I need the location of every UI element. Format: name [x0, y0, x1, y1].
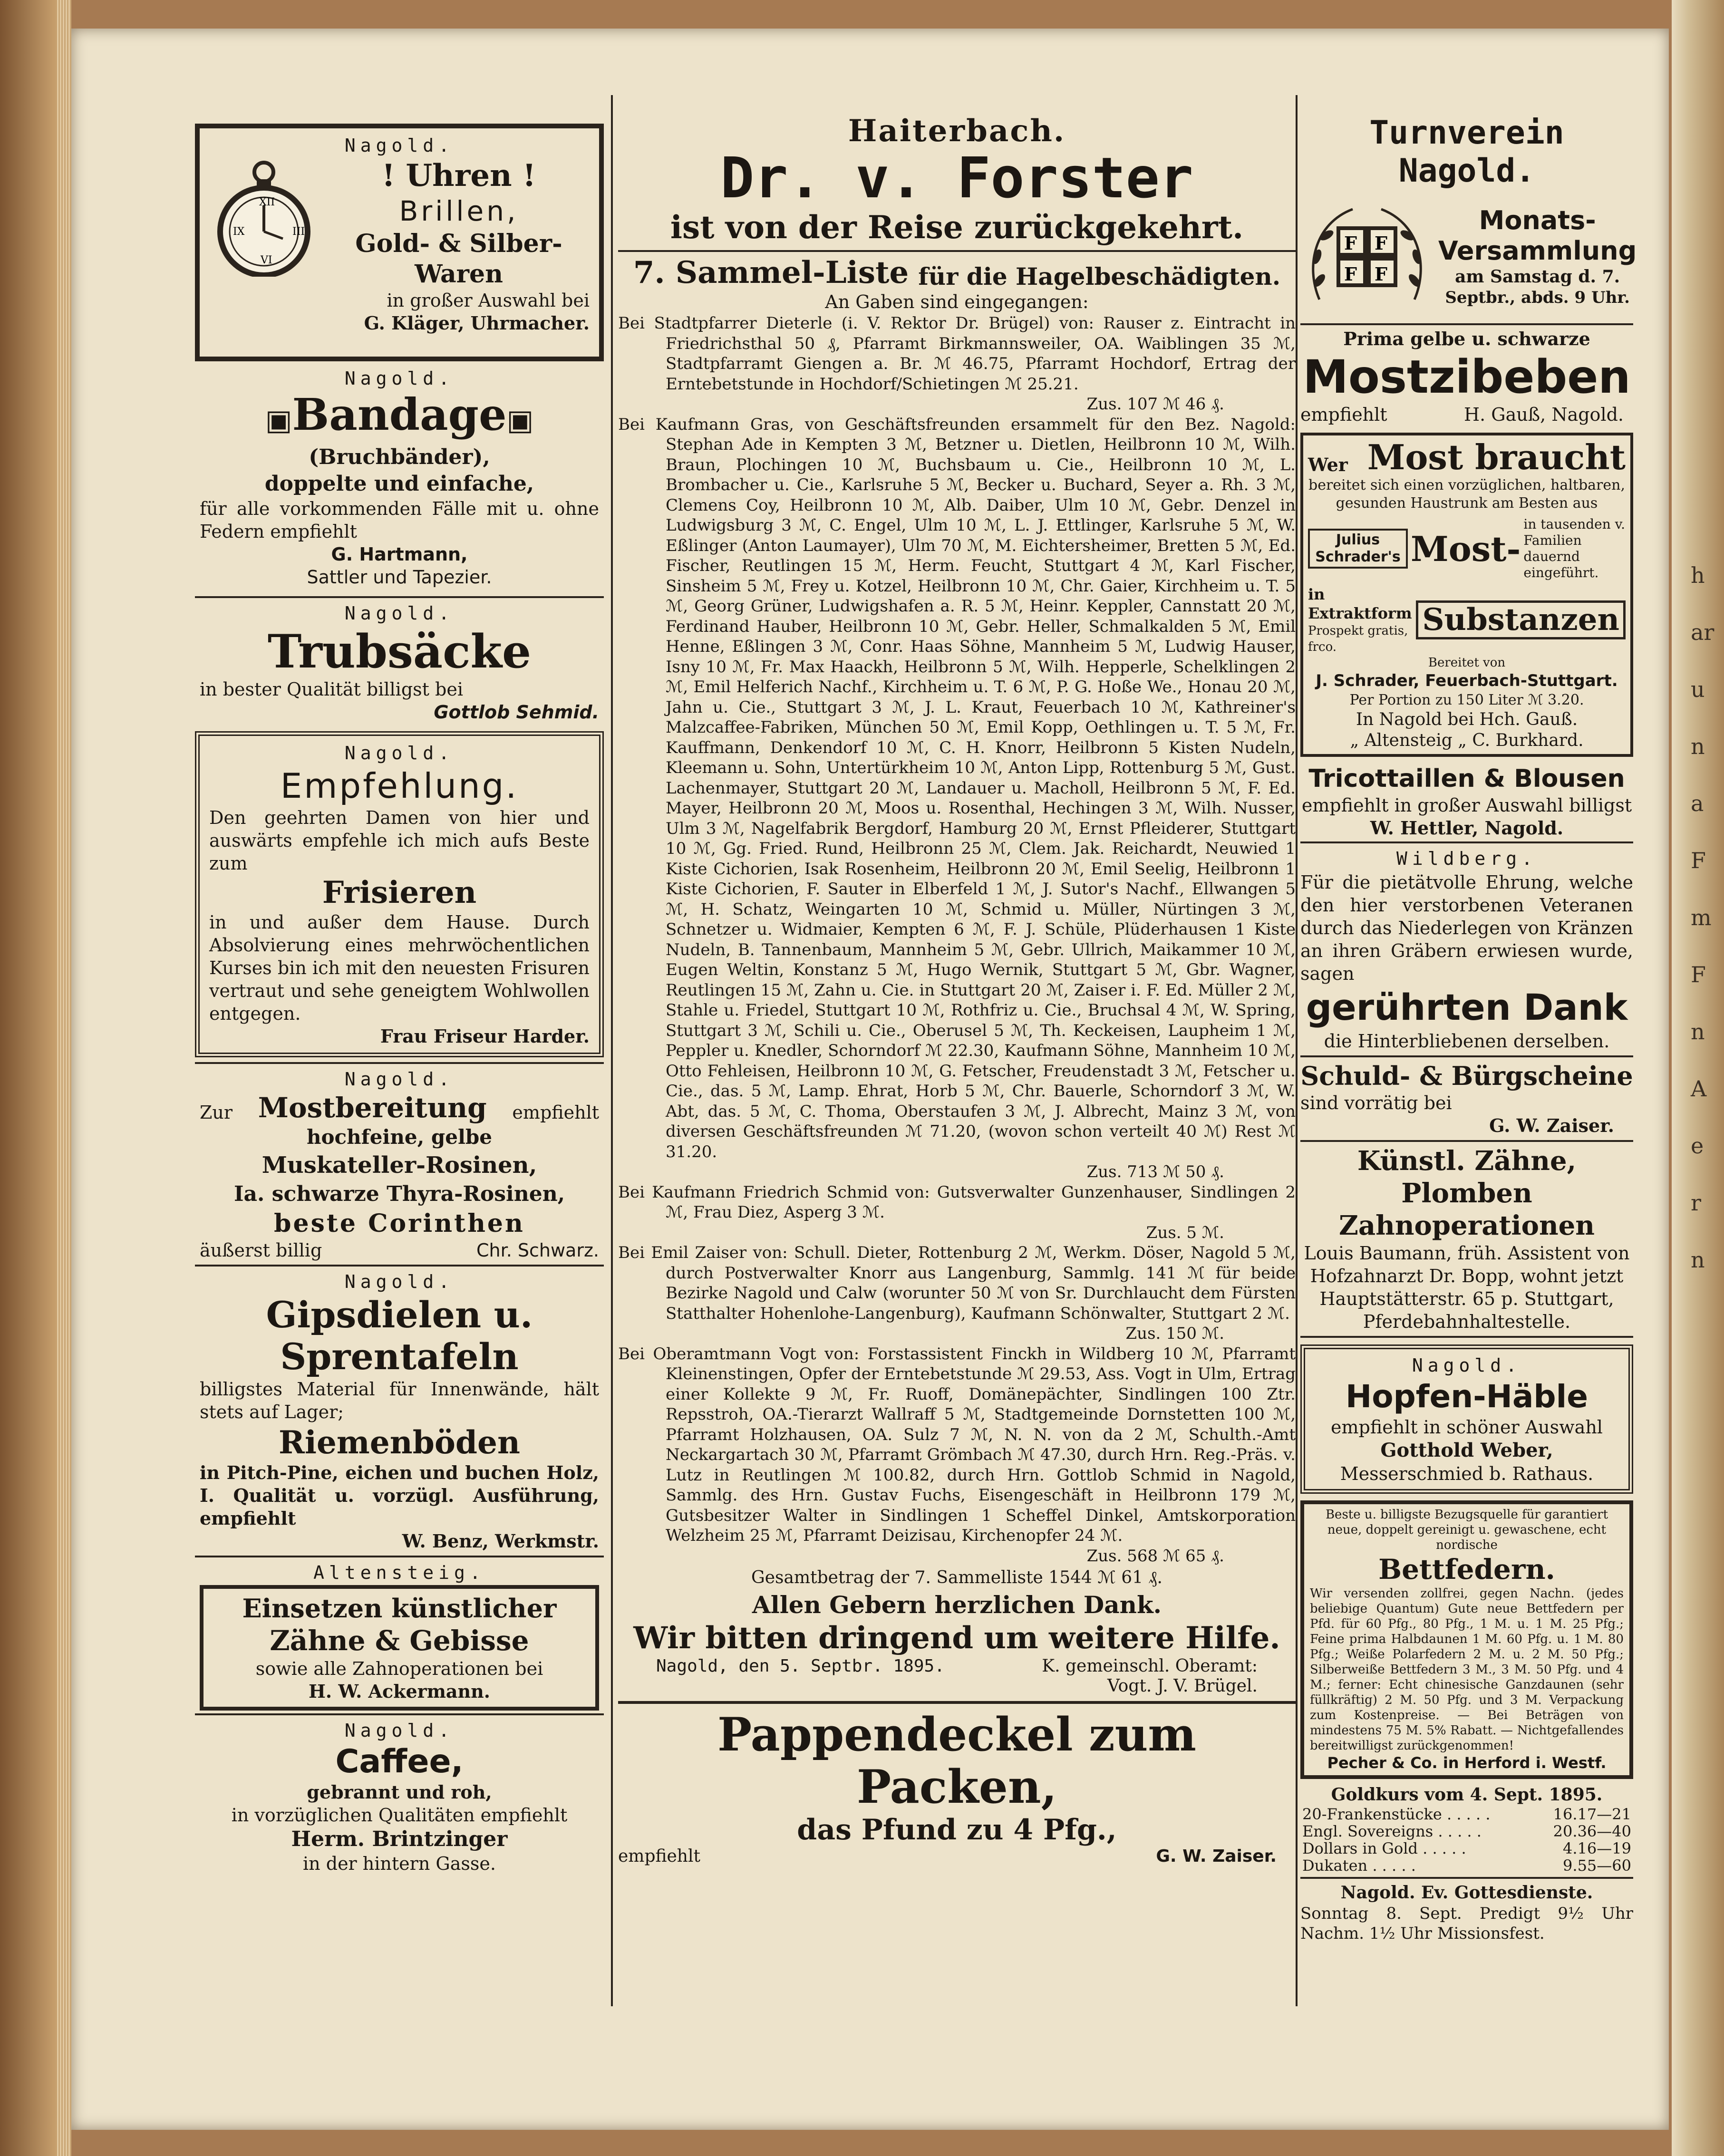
list-intro: An Gaben sind eingegangen:	[825, 291, 1089, 312]
ad-title: Gipsdielen u.	[266, 1294, 533, 1336]
ad-title: Tricottaillen & Blousen	[1308, 764, 1625, 793]
facing-page-letter: n	[1691, 734, 1705, 759]
ad-sub: gebrannt und roh,	[307, 1781, 492, 1803]
ad-trade: Sattler und Tapezier.	[307, 567, 492, 588]
ad-hopfen	[1300, 1344, 1633, 1494]
goldkurs-label: Dukaten . . . . .	[1302, 1856, 1416, 1875]
ad-sub: doppelte und einfache,	[264, 472, 534, 496]
gottesdienst-text: Sonntag 8. Sept. Predigt 9½ Uhr Nachm. 1½ Uhr Missionsfest.	[1300, 1904, 1633, 1943]
doctor-returned: ist von der Reise zurückgekehrt.	[670, 209, 1244, 246]
column-rule-right	[1296, 95, 1298, 2006]
ad-location: Wildberg.	[1396, 848, 1537, 869]
ad-title: ▣Bandage▣	[265, 389, 534, 440]
ad-line: am Samstag d. 7.	[1455, 267, 1620, 287]
facing-page-letter: n	[1691, 1247, 1705, 1273]
ad-text: sowie alle Zahnoperationen bei	[255, 1658, 543, 1679]
list-entry: Bei Emil Zaiser von: Schull. Dieter, Rottenburg 2 ℳ, Werkm. Döser, Nagold 5 ℳ, durch Postverwalter Knorr aus Langenburg, Sammlg. 141 ℳ für beide Bezirke Nagold und Calw (worunter 50 ℳ von Sr. Durchlaucht dem Fürsten Statthalter Hohenlohe-Langenburg), Kaufmann Schönwalter, Stuttgart 2 ℳ.	[618, 1243, 1296, 1323]
ad-addr: Messerschmied b. Rathaus.	[1340, 1463, 1594, 1484]
ad-location: Nagold.	[344, 1271, 455, 1292]
date: Nagold, den 5. Septbr. 1895.	[656, 1656, 945, 1676]
facing-page-letter: r	[1691, 1190, 1701, 1216]
ad-text: sind vorrätig bei	[1300, 1093, 1452, 1113]
ad-location: Altensteig.	[313, 1562, 485, 1583]
ad-line: Versammlung	[1438, 236, 1637, 266]
ad-location: Nagold.	[344, 1720, 455, 1741]
ad-extract: in Extraktform	[1308, 585, 1412, 622]
ad-title: Riemenböden	[278, 1424, 521, 1461]
ad-text: in Pitch-Pine, eichen und buchen Holz, I. Qualität u. vorzügl. Ausführung, empfiehlt	[200, 1462, 599, 1529]
ad-name: Herm. Brintzinger	[291, 1827, 508, 1851]
ad-title-row	[1308, 438, 1626, 476]
ad-line: Gold- & Silber-	[355, 229, 562, 258]
ad-bettfedern	[1300, 1500, 1633, 1779]
left-column	[195, 124, 604, 1878]
ad-title-row	[200, 1092, 599, 1124]
goldkurs	[1300, 1784, 1633, 1874]
pocket-watch-icon	[209, 158, 319, 277]
ad-line: Muskateller-Rosinen,	[262, 1152, 537, 1179]
ad-name: Pecher & Co. in Herford i. Westf.	[1327, 1754, 1607, 1772]
ad-turnverein	[1300, 114, 1637, 323]
ad-most-label: Most-	[1411, 528, 1521, 569]
ad-wildberg	[1300, 843, 1633, 1055]
ad-title: Bettfedern.	[1378, 1553, 1555, 1586]
turner-cross-emblem-icon	[1300, 190, 1433, 323]
svg-text:F: F	[1344, 263, 1357, 285]
gottesdienst-title: Nagold. Ev. Gottesdienste.	[1340, 1883, 1593, 1903]
ad-families: in tausenden v. Familien dauernd eingeführt.	[1523, 516, 1626, 580]
goldkurs-label: Engl. Sovereigns . . . . .	[1302, 1822, 1482, 1840]
list-entry: Bei Kaufmann Friedrich Schmid von: Gutsverwalter Gunzenhauser, Sindlingen 2 ℳ, Frau Diez, Asperg 3 ℳ.	[618, 1182, 1296, 1222]
list-entry-sum: Zus. 150 ℳ.	[1125, 1324, 1224, 1343]
ad-title: gerührten Dank	[1306, 986, 1628, 1028]
ad-pre: Beste u. billigste Bezugsquelle für garantiert neue, doppelt gereinigt u. gewaschene, echt nordische	[1325, 1508, 1608, 1552]
divider	[1300, 1877, 1633, 1879]
list-entry: Bei Stadtpfarrer Dieterle (i. V. Rektor Dr. Brügel) von: Rauser z. Eintracht in Friedrichsthal 50 ₰, Pfarramt Birkmannsweiler, OA. Waiblingen 35 ℳ, Stadtpfarramt Giengen a. Br. ℳ 46.75, Pfarramt Hochdorf, Ertrag der Erntebetstunde in Hochdorf/Schietingen ℳ 25.21.	[618, 314, 1296, 394]
bandage-title: Bandage	[292, 389, 507, 440]
ad-footer-row	[200, 1239, 599, 1262]
ad-title: Caffee,	[335, 1743, 464, 1780]
ad-title: Most braucht	[1367, 437, 1626, 477]
ad-title: Künstl. Zähne, Plomben	[1357, 1145, 1577, 1209]
ad-nagold: In Nagold bei Hch. Gauß.	[1356, 710, 1578, 729]
pappe-name: G. W. Zaiser.	[1156, 1847, 1277, 1866]
list-title-suffix: für die Hagelbeschädigten.	[918, 262, 1281, 290]
facing-page-letter: F	[1691, 962, 1706, 987]
signature-row	[618, 1656, 1296, 1676]
ad-location: Nagold.	[344, 135, 455, 156]
ad-line: beste Corinthen	[274, 1209, 525, 1238]
ad-title: ! Uhren !	[381, 158, 536, 193]
ad-line: hochfeine, gelbe	[306, 1125, 493, 1149]
ad-name: G. Hartmann,	[331, 544, 468, 565]
ad-text: Den geehrten Damen von hier und auswärts empfehle ich mich aufs Beste zum	[209, 807, 590, 874]
ad-text: bereitet sich einen vorzüglichen, haltbaren, gesunden Haustrunk am Besten aus	[1308, 477, 1626, 512]
right-column	[1300, 114, 1637, 1943]
signers: Vogt. J. V. Brügel.	[1107, 1676, 1258, 1696]
ad-name: H. W. Ackermann.	[308, 1681, 491, 1702]
ad-location: Nagold.	[1412, 1355, 1522, 1376]
ad-name: G. Kläger, Uhrmacher.	[364, 312, 590, 334]
ad-title: Frisieren	[322, 875, 477, 910]
ad-pre: Prima gelbe u. schwarze	[1343, 328, 1590, 349]
ad-sign: die Hinterbliebenen derselben.	[1324, 1031, 1610, 1052]
list-title: 7. Sammel-Liste	[633, 255, 909, 290]
ad-title: Trubsäcke	[267, 625, 532, 678]
ad-julius: Julius Schrader's	[1308, 529, 1408, 569]
ad-line: Zähne & Gebisse	[270, 1624, 529, 1657]
goldkurs-row	[1300, 1806, 1633, 1823]
goldkurs-value: 4.16—19	[1563, 1839, 1631, 1857]
ad-text: in vorzüglichen Qualitäten empfiehlt	[231, 1805, 568, 1826]
ad-empfehlung	[195, 731, 604, 1057]
ad-zahn	[1300, 1142, 1633, 1336]
ad-portion: Per Portion zu 150 Liter ℳ 3.20.	[1349, 692, 1584, 708]
pappe-title: Pappendeckel zum Packen,	[717, 1708, 1196, 1814]
facing-page-letter: e	[1691, 1133, 1704, 1159]
gottesdienst	[1300, 1882, 1633, 1943]
goldkurs-value: 9.55—60	[1563, 1856, 1631, 1875]
ad-title: Schuld- & Bürgscheine	[1300, 1061, 1633, 1091]
ad-bereitet: Bereitet von	[1428, 656, 1506, 670]
facing-page-letter: h	[1691, 562, 1705, 588]
list-total: Gesamtbetrag der 7. Sammelliste 1544 ℳ 61 ₰.	[751, 1568, 1162, 1587]
ad-text: in und außer dem Hause. Durch Absolvierung eines mehrwöchentlichen Kurses bin ich mit den neuesten Frisuren vertraut und sehe geneigtem Wohlwollen entgegen.	[209, 912, 590, 1024]
middle-column	[618, 114, 1296, 1866]
goldkurs-row	[1300, 1823, 1633, 1840]
ad-line: Ia. schwarze Thyra-Rosinen,	[233, 1182, 565, 1206]
ad-suffix: empfiehlt	[512, 1102, 599, 1123]
ad-footer	[1300, 403, 1633, 426]
list-entry-sum: Zus. 107 ℳ 46 ₰.	[1086, 395, 1224, 414]
ad-line: Einsetzen künstlicher	[242, 1593, 557, 1624]
ad-sub: (Bruchbänder),	[309, 445, 490, 469]
facing-page-letter: m	[1691, 905, 1712, 930]
column-rule-left	[611, 95, 613, 2006]
facing-page-letter: a	[1691, 791, 1704, 816]
ad-text: in großer Auswahl bei	[387, 290, 590, 311]
svg-text:III: III	[292, 226, 305, 238]
facing-page-letter: n	[1691, 1019, 1705, 1044]
thanks: Allen Gebern herzlichen Dank.	[752, 1591, 1162, 1619]
book-left-edge	[0, 0, 71, 2156]
ad-title: Hopfen-Häble	[1345, 1378, 1588, 1415]
ad-gipsdielen	[195, 1267, 604, 1556]
ad-location: Nagold.	[344, 603, 455, 624]
ad-text: in bester Qualität billigst bei	[200, 679, 463, 700]
ad-product-row	[1308, 516, 1626, 581]
appeal: Wir bitten dringend um weitere Hilfe.	[633, 1620, 1280, 1656]
list-heading-row	[618, 255, 1296, 290]
list-entry-sum: Zus. 568 ℳ 65 ₰.	[1086, 1546, 1224, 1566]
ad-text: Für die pietätvolle Ehrung, welche den hier verstorbenen Veteranen durch das Niederlegen von Kränzen an ihren Gräbern erwiesen wurde, sagen	[1300, 872, 1633, 984]
ad-name: Frau Friseur Harder.	[380, 1025, 590, 1047]
divider	[1300, 1336, 1633, 1338]
svg-text:VI: VI	[261, 254, 272, 266]
ad-text: äußerst billig	[200, 1240, 322, 1261]
ad-title: Empfehlung.	[280, 766, 519, 806]
ad-trubsaecke	[195, 598, 604, 726]
list-entry: Bei Kaufmann Gras, von Geschäftsfreunden ersammelt für den Bez. Nagold: Stephan Ade in Kempten 3 ℳ, Betzner u. Dietlen, Heilbronn 10 ℳ, Wilh. Braun, Plochingen 10 ℳ, Buchsbaum u. Cie., Heilbronn 10 ℳ, L. Brombacher u. Cie., Karlsruhe 5 ℳ, Becker u. Buchard, Seyer a. Rh. 3 ℳ, Clemens Coy, Heilbronn 10 ℳ, Alb. Daiber, Ulm 10 ℳ, Gebr. Denzel in Ludwigsburg 3 ℳ, C. Engel, Ulm 10 ℳ, L. J. Ettlinger, Karlsruhe 5 ℳ, W. Eßlinger (Anton Laumayer), Ulm 70 ℳ, M. Eichtersheimer, Bretten 5 ℳ, Ed. Fischer, Reutlingen 15 ℳ, Herm. Feucht, Stuttgart 4 ℳ, Karl Fischer, Sinsheim 5 ℳ, Frey u. Kotzel, Heilbronn 10 ℳ, Chr. Gaier, Kirchheim u. T. 5 ℳ, Georg Grüner, Ludwigshafen a. R. 5 ℳ, Heinr. Keppler, Cannstatt 20 ℳ, Ferdinand Hauber, Heilbronn 10 ℳ, Gebr. Heller, Schmalkalden 5 ℳ, Emil Henne, Eßlingen 3 ℳ, Conr. Haas Söhne, Mannheim 5 ℳ, Ludwig Hauser, Isny 10 ℳ, Fr. Max Haackh, Heilbronn 5 ℳ, Wilh. Hepperle, Schelklingen 2 ℳ, Emil Helferich Nachf., Kirchheim u. T. 6 ℳ, P. G. Hoße We., Honau 20 ℳ, Jahn u. Cie., Stuttgart 3 ℳ, J. L. Kraut, Feuerbach 10 ℳ, Kathreiner's Malzcaffee-Fabriken, München 50 ℳ, Emil Kopp, Oethlingen u. T. 5 ℳ, Fr. Kauffmann, Denkendorf 10 ℳ, C. H. Knorr, Heilbronn 5 Kisten Nudeln, Kleemann u. Sohn, Untertürkheim 10 ℳ, Anton Lipp, Rottenburg 5 ℳ, Gust. Lachenmayer, Stuttgart 20 ℳ, Landauer u. Macholl, Heilbronn 5 ℳ, F. Ed. Mayer, Heilbronn 20 ℳ, Moos u. Rosenthal, Hechingen 3 ℳ, Wilh. Nusser, Ulm 3 ℳ, Nagelfabrik Bergdorf, Hamburg 20 ℳ, Ernst Pfleiderer, Stuttgart 10 ℳ, Gg. Fried. Rund, Heilbronn 25 ℳ, Clem. Jak. Reichardt, Neuwied 1 Kiste Cichorien, Isak Rosenheim, Heilbronn 20 ℳ, Emil Seelig, Heilbronn 1 Kiste Cichorien, F. Sauter in Elberfeld 1 ℳ, J. Sutor's Nachf., Ellwangen 5 ℳ, H. Schatz, Weingarten 10 ℳ, Schmid u. Müller, Nürtingen 3 ℳ, Schnetzer u. Widmaier, Kempten 6 ℳ, F. J. Schüle, Plüderhausen 1 Kiste Nudeln, B. Tannenbaum, Mannheim 5 ℳ, Gebr. Ullrich, Maikammer 10 ℳ, Eugen Weltin, Konstanz 5 ℳ, Hugo Wernik, Stuttgart 5 ℳ, Gbr. Wagner, Reutlingen 15 ℳ, Zahn u. Cie. in Stuttgart 20 ℳ, Zaiser i. F. Ed. Müller 2 ℳ, Stahle u. Friedel, Stuttgart 10 ℳ, Rothfriz u. Cie., Bruchsal 4 ℳ, W. Spring, Stuttgart 3 ℳ, Schili u. Cie., Oberusel 5 ℳ, Th. Keckeisen, Laupheim 1 ℳ, Peppler u. Knedler, Schorndorf ℳ 22.30, Kaufmann Söhne, Mannheim 10 ℳ, Otto Fehleisen, Heilbronn 10 ℳ, G. Fetscher, Freudenstadt 3 ℳ, Fetscher u. Cie., das. 5 ℳ, Lamp. Ehrat, Horb 5 ℳ, Chr. Bauerle, Schorndorf 3 ℳ, W. Abt, das. 5 ℳ, C. Thoma, Oberstaufen 3 ℳ, J. Albrecht, Mainz 3 ℳ, von diversen Geschäftsfreunden ℳ 71.20, (wovon schon verteilt 40 ℳ) Rest ℳ 31.20.	[618, 415, 1296, 1161]
ad-prefix: Wer	[1308, 454, 1348, 475]
ad-location: Nagold.	[344, 743, 455, 764]
ad-name: G. W. Zaiser.	[1489, 1115, 1614, 1136]
divider	[618, 1701, 1296, 1704]
svg-text:XII: XII	[259, 196, 275, 208]
ad-prefix: Zur	[200, 1102, 233, 1123]
ad-left: empfiehlt	[1300, 404, 1387, 425]
ad-caffee	[195, 1715, 604, 1878]
ad-mostbereitung	[195, 1064, 604, 1265]
goldkurs-value: 16.17—21	[1553, 1805, 1631, 1823]
ad-line: Brillen,	[399, 195, 519, 227]
ad-zaehne	[195, 1557, 604, 1713]
ad-title: Mostzibeben	[1303, 350, 1631, 404]
facing-page-letter: F	[1691, 848, 1706, 873]
ad-title: Turnverein Nagold.	[1369, 114, 1564, 190]
ad-title: Mostbereitung	[258, 1092, 487, 1124]
ad-name: W. Hettler, Nagold.	[1370, 817, 1564, 839]
office: K. gemeinschl. Oberamt:	[1042, 1656, 1258, 1676]
ad-text: Louis Baumann, früh. Assistent von Hofzahnarzt Dr. Bopp, wohnt jetzt Hauptstätterstr. 65 p. Stuttgart, Pferdebahnhaltestelle.	[1304, 1243, 1630, 1332]
ad-substanzen-row	[1308, 585, 1626, 655]
ad-altensteig: „ Altensteig „ C. Burkhard.	[1350, 731, 1584, 750]
ad-body	[1300, 190, 1637, 323]
ad-title: Sprentafeln	[280, 1335, 519, 1378]
ad-text: Wir versenden zollfrei, gegen Nachn. (jedes beliebige Quantum) Gute neue Bettfedern per Pfd. für 60 Pfg., 80 Pfg., 1 M. u. 1 M. 25 Pfg.; Feine prima Halbdaunen 1 M. 60 Pfg. u. 1 M. 80 Pfg.; Weiße Polarfedern 2 M. u. 2 M. 50 Pfg.; Silberweiße Bettfedern 3 M., 3 M. 50 Pfg. und 4 M.; ferner: Echt chinesische Ganzdaunen (sehr füllkräftig) 2 M. 50 Pfg. und 3 M. Verpackung zum Kostenpreise. — Bei Beträgen von mindestens 75 M. 5% Rabatt. — Nichtgefallendes bereitwilligst zurückgenommen!	[1310, 1586, 1624, 1753]
ad-substanzen: Substanzen	[1416, 600, 1626, 639]
facing-page-letters	[1691, 547, 1719, 1288]
ad-maker: J. Schrader, Feuerbach-Stuttgart.	[1316, 671, 1618, 690]
ad-line: Waren	[415, 260, 503, 289]
facing-page-letter: u	[1691, 677, 1705, 702]
pappe-left: empfiehlt	[618, 1847, 700, 1866]
svg-text:F: F	[1375, 232, 1387, 254]
ad-line: Septbr., abds. 9 Uhr.	[1445, 288, 1630, 307]
pappe-sub: das Pfund zu 4 Pfg.,	[797, 1813, 1117, 1847]
book-right-page-edge	[1672, 0, 1724, 2156]
ad-uhren	[195, 124, 604, 361]
ad-name: W. Benz, Werkmstr.	[402, 1530, 599, 1552]
ad-name: H. Gauß, Nagold.	[1464, 404, 1624, 425]
ad-name: Gotthold Weber,	[1380, 1439, 1553, 1461]
ad-schuld	[1300, 1057, 1633, 1140]
place-heading: Haiterbach.	[848, 113, 1066, 149]
divider	[618, 250, 1296, 252]
ad-location: Nagold.	[344, 368, 455, 389]
facing-page-letter: ar	[1691, 619, 1714, 645]
ad-mostzibeben	[1300, 325, 1633, 428]
ad-addr: in der hintern Gasse.	[303, 1853, 496, 1874]
ad-name: Chr. Schwarz.	[476, 1240, 599, 1261]
svg-text:F: F	[1375, 263, 1387, 285]
ad-title: Zahnoperationen	[1338, 1210, 1595, 1241]
ad-text: billigstes Material für Innenwände, hält stets auf Lager;	[200, 1379, 599, 1422]
goldkurs-value: 20.36—40	[1553, 1822, 1631, 1840]
ad-name: Gottlob Sehmid.	[434, 702, 599, 723]
ad-location: Nagold.	[344, 1069, 455, 1090]
goldkurs-row	[1300, 1857, 1633, 1874]
goldkurs-title: Goldkurs vom 4. Sept. 1895.	[1331, 1785, 1603, 1805]
list-entry-sum: Zus. 713 ℳ 50 ₰.	[1086, 1162, 1224, 1181]
ad-box	[200, 1585, 599, 1711]
svg-text:F: F	[1344, 232, 1357, 254]
ad-prospekt: Prospekt gratis, frco.	[1308, 624, 1408, 654]
facing-page-letter: A	[1691, 1076, 1707, 1102]
donation-list	[618, 313, 1296, 1566]
goldkurs-table	[1300, 1806, 1633, 1874]
ad-text: empfiehlt in großer Auswahl billigst	[1301, 795, 1632, 816]
ad-text: für alle vorkommenden Fälle mit u. ohne Federn empfiehlt	[200, 498, 599, 542]
list-entry-sum: Zus. 5 ℳ.	[1146, 1223, 1224, 1242]
goldkurs-row	[1300, 1840, 1633, 1857]
ad-line: Monats-	[1479, 205, 1596, 235]
goldkurs-label: Dollars in Gold . . . . .	[1302, 1839, 1466, 1857]
goldkurs-label: 20-Frankenstücke . . . . .	[1302, 1805, 1491, 1823]
ad-text: empfiehlt in schöner Auswahl	[1331, 1417, 1603, 1438]
doctor-name: Dr. v. Forster	[720, 145, 1193, 211]
ad-bandage	[195, 361, 604, 596]
ad-tricot	[1300, 762, 1633, 841]
list-entry: Bei Oberamtmann Vogt von: Forstassistent Finckh in Wildberg 10 ℳ, Pfarramt Kleinenstingen, Opfer der Erntebetstunde ℳ 29.53, Ass. Vogt in Ulm, Ertrag einer Kollekte 9 ℳ, Fr. Ruoff, Domänepächter, Sindlingen 100 Ztr. Repsstroh, OA.-Tierarzt Wallraff 5 ℳ, Stadtgemeinde Dornstetten 100 ℳ, Pfarramt Holzhausen, OA. Sulz 7 ℳ, N. N. von da 2 ℳ, Schulth.-Amt Neckargartach 30 ℳ, Pfarramt Grömbach ℳ 47.30, durch Hrn. Reg.-Präs. v. Lutz in Reutlingen ℳ 100.82, durch Hrn. Gottlob Schmid in Nagold, Sammlg. des Hrn. Gustav Fuchs, Eisengeschäft in Heilbronn 179 ℳ, Gutsbesitzer Walter in Sindlingen 1 Scheffel Dinkel, Amtskorporation Welzheim 25 ℳ, Pfarramt Deizisau, Kirchenopfer 24 ℳ.	[618, 1344, 1296, 1545]
ad-most	[1300, 433, 1633, 757]
pappe-footer	[618, 1847, 1296, 1866]
svg-text:IX: IX	[233, 226, 245, 238]
